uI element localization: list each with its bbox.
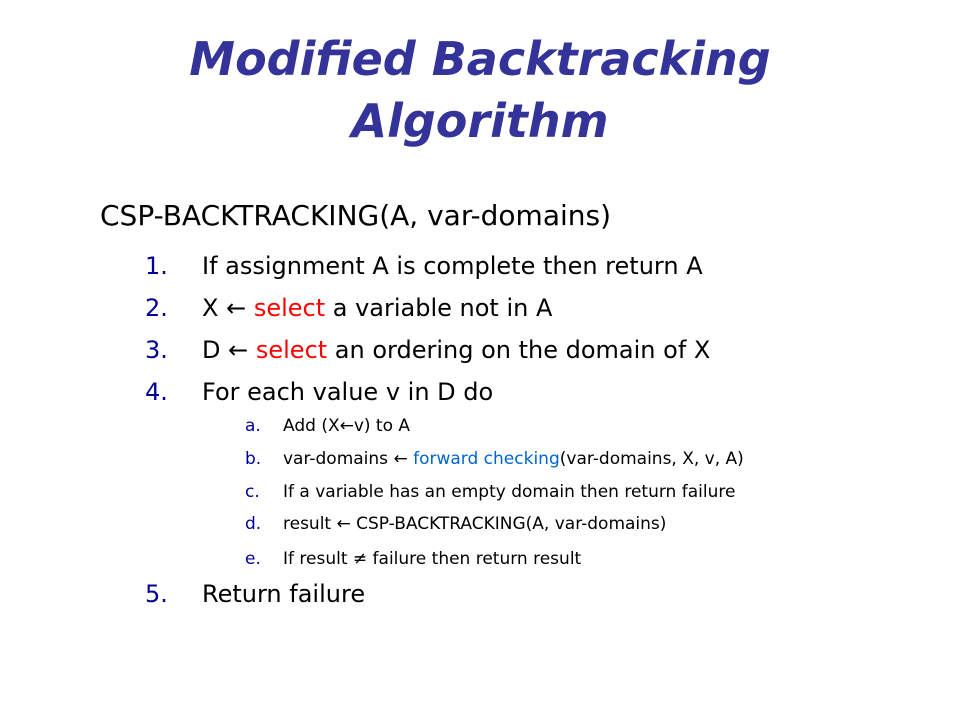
forward-checking-keyword: forward checking [413, 449, 560, 469]
slide-title [0, 28, 960, 152]
step-number: 2. [145, 294, 168, 322]
select-keyword: select [253, 294, 326, 322]
step-text-post: an ordering on the domain of X [327, 336, 711, 364]
step-text-pre: X ← [202, 294, 254, 322]
algorithm-signature: CSP-BACKTRACKING(A, var-domains) [100, 199, 612, 232]
substep-c [245, 479, 735, 505]
step-number: 4. [145, 378, 168, 406]
step-1 [145, 250, 703, 282]
step-text: For each value v in D do [202, 378, 494, 406]
step-text: If assignment A is complete then return A [202, 252, 703, 280]
step-5 [145, 578, 365, 610]
substep-letter: a. [245, 416, 261, 436]
substep-a [245, 413, 410, 439]
substep-text-pre: var-domains ← [283, 449, 414, 469]
step-number: 5. [145, 580, 168, 608]
select-keyword: select [255, 336, 328, 364]
step-text: Return failure [202, 580, 366, 608]
step-text-post: a variable not in A [325, 294, 553, 322]
substep-letter: b. [245, 449, 262, 469]
step-4 [145, 376, 493, 408]
substep-text: Add (X←v) to A [283, 416, 411, 436]
step-2 [145, 292, 552, 324]
substep-text: result ← CSP-BACKTRACKING(A, var-domains) [283, 514, 667, 534]
step-text-pre: D ← [202, 336, 256, 364]
title-line-1: Modified Backtracking [189, 32, 771, 86]
substep-letter: e. [245, 549, 261, 569]
substep-text: If a variable has an empty domain then return failure [283, 482, 736, 502]
substep-text-post: (var-domains, X, v, A) [559, 449, 744, 469]
substep-d [245, 511, 666, 537]
step-number: 3. [145, 336, 168, 364]
substep-e [245, 546, 581, 572]
substep-letter: d. [245, 514, 262, 534]
title-line-2: Algorithm [351, 94, 609, 148]
substep-text: If result ≠ failure then return result [283, 549, 582, 569]
step-number: 1. [145, 252, 168, 280]
step-3 [145, 334, 710, 366]
substep-letter: c. [245, 482, 260, 502]
substep-b [245, 446, 744, 472]
